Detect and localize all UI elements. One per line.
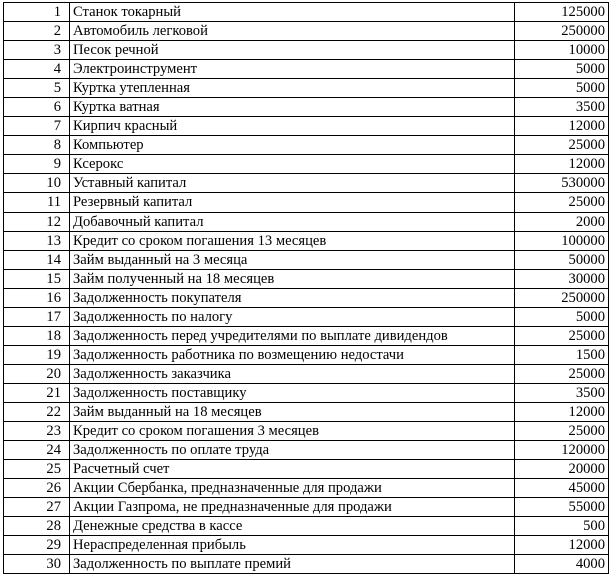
- item-name: Кредит со сроком погашения 3 месяцев: [70, 422, 515, 441]
- table-row: [4, 383, 609, 402]
- item-name: Задолженность поставщику: [70, 383, 515, 402]
- item-amount: 2000: [515, 212, 609, 231]
- row-number: 23: [4, 422, 70, 441]
- item-name: Задолженность по налогу: [70, 307, 515, 326]
- table-row: [4, 212, 609, 231]
- item-amount: 250000: [515, 288, 609, 307]
- row-number: 19: [4, 345, 70, 364]
- row-number: 26: [4, 479, 70, 498]
- row-number: 12: [4, 212, 70, 231]
- item-name: Уставный капитал: [70, 174, 515, 193]
- item-amount: 1500: [515, 345, 609, 364]
- item-amount: 5000: [515, 79, 609, 98]
- row-number: 9: [4, 155, 70, 174]
- item-name: Нераспределенная прибыль: [70, 536, 515, 555]
- item-name: Задолженность заказчика: [70, 364, 515, 383]
- row-number: 17: [4, 307, 70, 326]
- item-amount: 5000: [515, 307, 609, 326]
- row-number: 1: [4, 3, 70, 22]
- table-row: [4, 536, 609, 555]
- item-name: Задолженность по оплате труда: [70, 441, 515, 460]
- item-amount: 12000: [515, 536, 609, 555]
- item-amount: 25000: [515, 422, 609, 441]
- row-number: 8: [4, 136, 70, 155]
- row-number: 13: [4, 231, 70, 250]
- table-row: [4, 517, 609, 536]
- item-amount: 25000: [515, 364, 609, 383]
- table-row: [4, 98, 609, 117]
- item-amount: 30000: [515, 269, 609, 288]
- table-row: [4, 479, 609, 498]
- item-amount: 20000: [515, 460, 609, 479]
- item-amount: 50000: [515, 250, 609, 269]
- table-row: [4, 422, 609, 441]
- item-name: Кирпич красный: [70, 117, 515, 136]
- table-row: [4, 326, 609, 345]
- item-amount: 25000: [515, 326, 609, 345]
- item-amount: 45000: [515, 479, 609, 498]
- table-row: [4, 441, 609, 460]
- item-amount: 530000: [515, 174, 609, 193]
- row-number: 18: [4, 326, 70, 345]
- item-amount: 12000: [515, 117, 609, 136]
- item-name: Компьютер: [70, 136, 515, 155]
- row-number: 16: [4, 288, 70, 307]
- table-row: [4, 250, 609, 269]
- row-number: 6: [4, 98, 70, 117]
- table-row: [4, 3, 609, 22]
- item-amount: 250000: [515, 22, 609, 41]
- table-row: [4, 231, 609, 250]
- row-number: 20: [4, 364, 70, 383]
- table-row: [4, 79, 609, 98]
- row-number: 14: [4, 250, 70, 269]
- row-number: 25: [4, 460, 70, 479]
- item-name: Станок токарный: [70, 3, 515, 22]
- item-name: Займ выданный на 18 месяцев: [70, 402, 515, 421]
- row-number: 29: [4, 536, 70, 555]
- item-name: Автомобиль легковой: [70, 22, 515, 41]
- table-row: [4, 364, 609, 383]
- item-name: Задолженность перед учредителями по выплате дивидендов: [70, 326, 515, 345]
- item-name: Задолженность покупателя: [70, 288, 515, 307]
- item-name: Денежные средства в кассе: [70, 517, 515, 536]
- item-amount: 12000: [515, 155, 609, 174]
- table-row: [4, 307, 609, 326]
- item-name: Акции Сбербанка, предназначенные для продажи: [70, 479, 515, 498]
- item-amount: 125000: [515, 3, 609, 22]
- items-table: [3, 2, 609, 574]
- item-name: Куртка ватная: [70, 98, 515, 117]
- row-number: 7: [4, 117, 70, 136]
- row-number: 21: [4, 383, 70, 402]
- table-row: [4, 155, 609, 174]
- table-row: [4, 460, 609, 479]
- table-row: [4, 60, 609, 79]
- table-row: [4, 193, 609, 212]
- row-number: 15: [4, 269, 70, 288]
- row-number: 24: [4, 441, 70, 460]
- item-name: Ксерокс: [70, 155, 515, 174]
- item-name: Акции Газпрома, не предназначенные для продажи: [70, 498, 515, 517]
- row-number: 10: [4, 174, 70, 193]
- row-number: 22: [4, 402, 70, 421]
- item-name: Добавочный капитал: [70, 212, 515, 231]
- table-row: [4, 136, 609, 155]
- item-name: Задолженность работника по возмещению недостачи: [70, 345, 515, 364]
- row-number: 30: [4, 555, 70, 574]
- item-amount: 120000: [515, 441, 609, 460]
- item-name: Расчетный счет: [70, 460, 515, 479]
- item-amount: 5000: [515, 60, 609, 79]
- item-name: Задолженность по выплате премий: [70, 555, 515, 574]
- item-amount: 12000: [515, 402, 609, 421]
- item-amount: 55000: [515, 498, 609, 517]
- items-table-body: [4, 3, 609, 574]
- item-name: Песок речной: [70, 41, 515, 60]
- item-amount: 3500: [515, 98, 609, 117]
- row-number: 2: [4, 22, 70, 41]
- item-amount: 10000: [515, 41, 609, 60]
- table-row: [4, 288, 609, 307]
- item-amount: 25000: [515, 136, 609, 155]
- item-name: Займ выданный на 3 месяца: [70, 250, 515, 269]
- table-row: [4, 402, 609, 421]
- item-name: Кредит со сроком погашения 13 месяцев: [70, 231, 515, 250]
- row-number: 3: [4, 41, 70, 60]
- table-row: [4, 498, 609, 517]
- row-number: 4: [4, 60, 70, 79]
- item-name: Электроинструмент: [70, 60, 515, 79]
- table-row: [4, 269, 609, 288]
- item-amount: 500: [515, 517, 609, 536]
- items-table-container: [3, 2, 608, 574]
- table-row: [4, 174, 609, 193]
- row-number: 28: [4, 517, 70, 536]
- row-number: 5: [4, 79, 70, 98]
- item-amount: 3500: [515, 383, 609, 402]
- item-name: Займ полученный на 18 месяцев: [70, 269, 515, 288]
- table-row: [4, 555, 609, 574]
- item-name: Резервный капитал: [70, 193, 515, 212]
- table-row: [4, 22, 609, 41]
- table-row: [4, 345, 609, 364]
- item-name: Куртка утепленная: [70, 79, 515, 98]
- item-amount: 25000: [515, 193, 609, 212]
- table-row: [4, 117, 609, 136]
- row-number: 27: [4, 498, 70, 517]
- item-amount: 100000: [515, 231, 609, 250]
- row-number: 11: [4, 193, 70, 212]
- item-amount: 4000: [515, 555, 609, 574]
- table-row: [4, 41, 609, 60]
